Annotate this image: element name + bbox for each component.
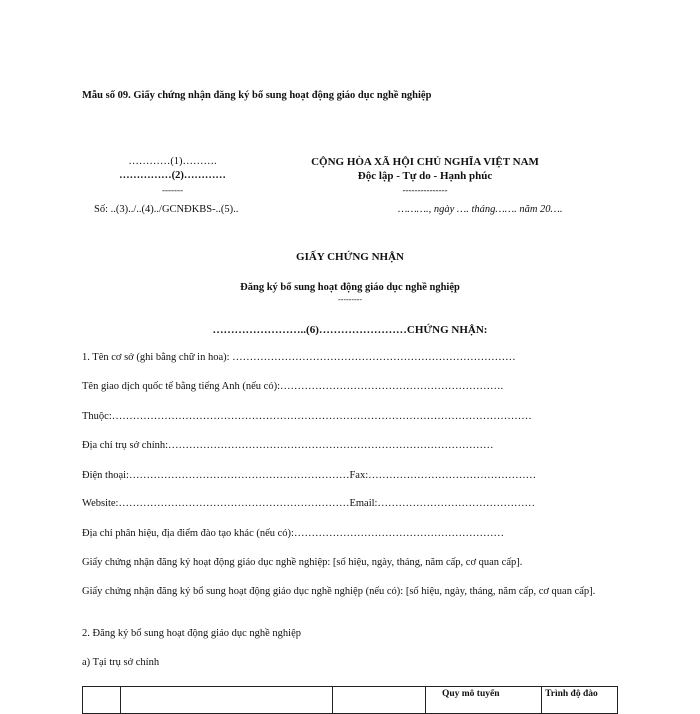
field-branch-address: Địa chỉ phân hiệu, địa điểm đào tạo khác (nếu có):…………………………………………………… bbox=[82, 528, 504, 539]
national-header bbox=[290, 155, 560, 197]
certificate-subtitle: Đăng ký bổ sung hoạt động giáo dục nghề nghiệp bbox=[240, 282, 460, 293]
table-header-cell: Quy mô tuyển bbox=[425, 687, 541, 714]
section-2a-heading: a) Tại trụ sở chính bbox=[82, 657, 160, 668]
agency-line-1: …………(1)………. bbox=[128, 156, 217, 167]
agency-line-2: ……………(2)………… bbox=[119, 170, 226, 181]
form-title: Mẫu số 09. Giấy chứng nhận đăng ký bổ sung hoạt động giáo dục nghề nghiệp bbox=[82, 90, 432, 101]
certificate-title: GIẤY CHỨNG NHẬN bbox=[296, 251, 404, 263]
motto-divider: --------------- bbox=[402, 185, 448, 195]
table-header-cell bbox=[333, 687, 426, 714]
field-intl-name: Tên giao dịch quốc tế bằng tiếng Anh (nếu có):………………………………………………………. bbox=[82, 381, 504, 392]
agency-divider: ------- bbox=[162, 185, 183, 195]
field-cert-registration: Giấy chứng nhận đăng ký hoạt động giáo dục nghề nghiệp: [số hiệu, ngày, tháng, năm cấp, cơ quan cấp]. bbox=[82, 557, 523, 568]
section-2-heading: 2. Đăng ký bổ sung hoạt động giáo dục nghề nghiệp bbox=[82, 628, 302, 639]
registration-table bbox=[82, 686, 618, 714]
agency-header bbox=[100, 155, 245, 197]
table-header-cell bbox=[121, 687, 333, 714]
field-phone-fax: Điện thoại:………………………………………………………Fax:………………………………………… bbox=[82, 470, 537, 481]
table-header-row bbox=[83, 687, 618, 714]
field-hq-address: Địa chỉ trụ sở chính:………………………………………………………………………………… bbox=[82, 440, 494, 451]
table-header-cell bbox=[83, 687, 121, 714]
certifies-line: ……………………..(6)……………………CHỨNG NHẬN: bbox=[212, 324, 488, 336]
country-name: CỘNG HÒA XÃ HỘI CHỦ NGHĨA VIỆT NAM bbox=[311, 156, 539, 168]
field-name: 1. Tên cơ sở (ghi bằng chữ in hoa): ……………………………………………………………………… bbox=[82, 352, 516, 363]
document-date: ………., ngày …. tháng……. năm 20…. bbox=[398, 204, 563, 215]
field-cert-additional: Giấy chứng nhận đăng ký bổ sung hoạt động giáo dục nghề nghiệp (nếu có): [số hiệu, ngày, tháng, năm cấp, cơ quan cấp]. bbox=[82, 586, 596, 597]
document-number: Số: ..(3)../..(4)../GCNĐKBS-..(5).. bbox=[94, 204, 239, 215]
field-website-email: Website:…………………………………………………………Email:……………………………………… bbox=[82, 498, 535, 509]
field-under: Thuộc:………………………………………………………………………………………………………… bbox=[82, 411, 532, 422]
national-motto: Độc lập - Tự do - Hạnh phúc bbox=[357, 170, 493, 182]
table-header-cell: Trình độ đào bbox=[542, 687, 618, 714]
subtitle-divider: --------- bbox=[338, 295, 362, 304]
